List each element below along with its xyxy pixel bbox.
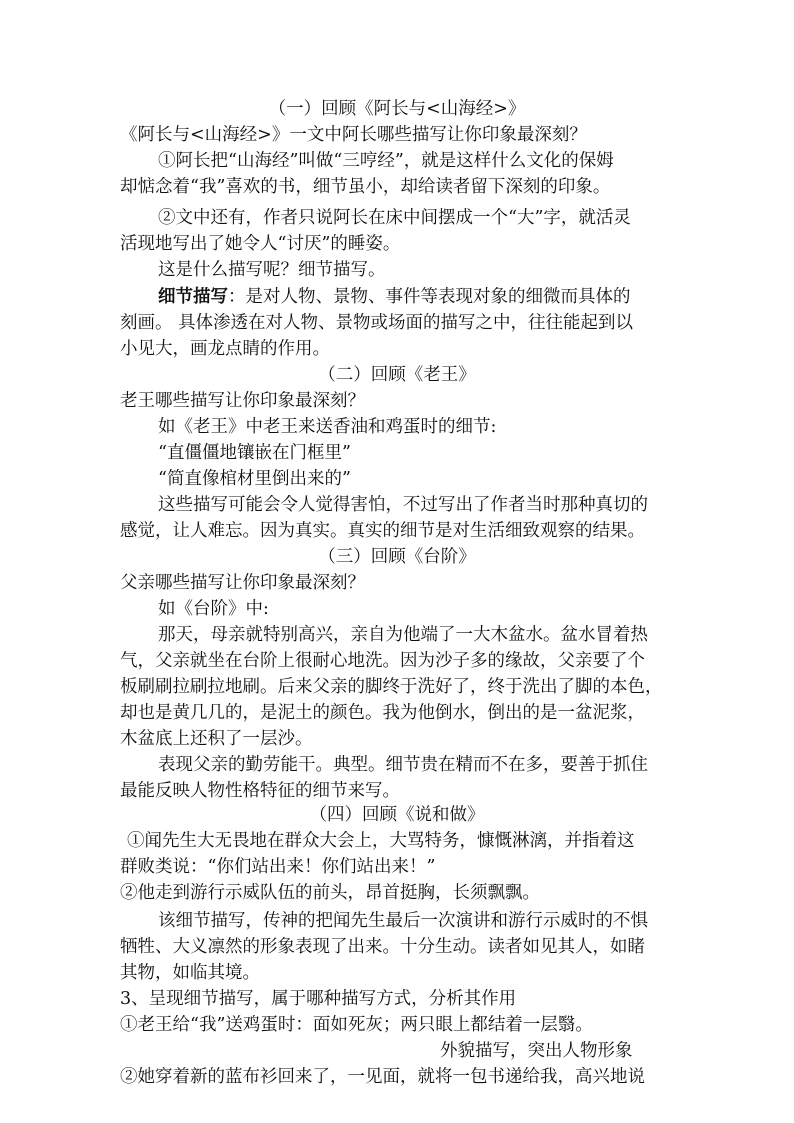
paragraph-line: 表现父亲的勤劳能干。典型。细节贵在精而不在多，要善于抓住 [158,755,648,775]
paragraph-line: ①阿长把“山海经”叫做“三哼经”，就是这样什么文化的保姆 [158,151,614,171]
paragraph-line: ②文中还有，作者只说阿长在床中间摆成一个“大”字，就活灵 [158,208,631,228]
paragraph-line: 最能反映人物性格特征的细节来写。 [120,781,400,801]
paragraph-line: 却惦念着“我”喜欢的书，细节虽小，却给读者留下深刻的印象。 [120,177,611,197]
paragraph-line: 那天，母亲就特别高兴，亲自为他端了一大木盆水。盆水冒着热 [158,625,648,645]
definition-line: 小见大，画龙点睛的作用。 [120,339,330,359]
exercise-item: ②她穿着新的蓝布衫回来了，一见面，就将一包书递给我，高兴地说 [120,1067,645,1087]
question-2: 老王哪些描写让你印象最深刻？ [120,391,365,411]
definition-line [158,284,631,310]
quote-line: “直僵僵地镶嵌在门框里” [158,443,351,463]
question-3: 父亲哪些描写让你印象最深刻？ [120,573,365,593]
paragraph-line: 这是什么描写呢？细节描写。 [158,260,386,280]
definition-line: 刻画。 具体渗透在对人物、景物或场面的描写之中，往往能起到以 [120,313,634,333]
paragraph-line: 牺牲、大义凛然的形象表现了出来。十分生动。读者如见其人，如睹 [120,937,645,957]
question-1: 《阿长与<山海经>》一文中阿长哪些描写让你印象最深刻？ [120,125,587,145]
paragraph-line: 木盆底上还积了一层沙。 [120,729,313,749]
paragraph-line: 板刷刷拉刷拉地刷。后来父亲的脚终于洗好了，终于洗出了脚的本色， [120,677,663,697]
term-detail-description: 细节描写 [158,287,228,307]
section-heading-1: （一）回顾《阿长与<山海经>》 [268,99,526,119]
paragraph-line: 却也是黄几几的，是泥土的颜色。我为他倒水，倒出的是一盆泥浆， [120,703,645,723]
paragraph-line: 感觉，让人难忘。因为真实。真实的细节是对生活细致观察的结果。 [120,521,645,541]
paragraph-line: 这些描写可能会令人觉得害怕，不过写出了作者当时那种真切的 [158,495,648,515]
section-heading-3: （三）回顾《台阶》 [318,547,476,567]
exercise-answer: 外貌描写，突出人物形象 [440,1041,633,1061]
section-heading-4: （四）回顾《说和做》 [309,805,485,825]
paragraph-line: 如《台阶》中: [158,599,269,619]
paragraph-line: 群败类说：“你们站出来！你们站出来！” [120,857,436,877]
section-heading-5: 3、呈现细节描写，属于哪种描写方式，分析其作用 [120,989,517,1009]
paragraph-line: 如《老王》中老王来送香油和鸡蛋时的细节: [158,417,497,437]
paragraph-line: ①闻先生大无畏地在群众大会上，大骂特务，慷慨淋漓，并指着这 [127,831,635,851]
paragraph-line: 该细节描写，传神的把闻先生最后一次演讲和游行示威时的不惧 [158,911,648,931]
quote-line: “简直像棺材里倒出来的” [158,469,351,489]
definition-text: ：是对人物、景物、事件等表现对象的细微而具体的 [228,287,631,307]
section-heading-2: （二）回顾《老王》 [318,365,476,385]
exercise-item: ①老王给“我”送鸡蛋时：面如死灰；两只眼上都结着一层翳。 [120,1015,593,1035]
paragraph-line: 气，父亲就坐在台阶上很耐心地洗。因为沙子多的缘故，父亲要了个 [120,651,645,671]
paragraph-line: 活现地写出了她令人“讨厌”的睡姿。 [120,234,401,254]
paragraph-line: ②他走到游行示威队伍的前头，昂首挺胸，长须飘飘。 [120,883,540,903]
paragraph-line: 其物，如临其境。 [120,963,260,983]
